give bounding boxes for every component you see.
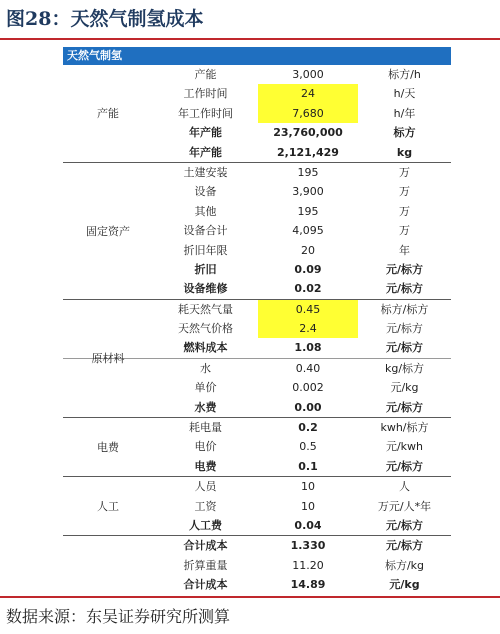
row-value: 1.330 [290,539,326,553]
table-group [63,300,451,418]
row-value: 3,900 [292,185,324,199]
row-unit: 元/标方 [385,262,424,276]
figure-source: 数据来源：东吴证券研究所测算 [6,607,231,626]
group-label: 人工 [97,500,119,514]
row-item: 水 [200,361,211,375]
table-group [63,65,451,163]
row-value: 195 [297,204,319,218]
row-unit: 标方/kg [384,558,425,572]
row-unit: 人 [399,480,410,494]
row-item: 折旧 [194,262,217,276]
row-value: 14.89 [290,578,326,592]
row-value: 0.002 [292,381,324,395]
row-unit: 万 [399,185,410,199]
row-value: 0.45 [258,300,358,319]
row-item: 燃料成本 [183,341,228,355]
row-value: 23,760,000 [273,126,343,140]
row-item: 水费 [194,400,217,414]
row-value: 0.1 [298,459,318,473]
row-unit: h/年 [393,106,416,120]
group-label: 产能 [97,107,119,121]
summary-row [63,536,451,555]
summary-row [63,575,451,594]
row-unit: h/天 [393,87,416,101]
row-item: 折算重量 [183,558,228,572]
row-unit: 万 [399,224,410,238]
row-item: 设备维修 [183,282,228,296]
table-group [63,163,451,300]
title-rule [0,38,500,40]
row-unit: 元/标方 [385,518,424,532]
row-value: 2,121,429 [277,145,339,159]
row-item: 耗天然气量 [178,302,233,316]
row-item: 工资 [194,499,217,513]
table-group [63,477,451,536]
row-item: 人工费 [189,518,222,532]
row-value: 0.2 [298,421,318,435]
row-value: 20 [301,243,315,257]
row-unit: 标方/h [388,68,421,81]
row-unit: 元/标方 [385,459,424,473]
group-label: 电费 [97,441,119,455]
row-item: 设备 [194,185,217,199]
figure-title: 图28：天然气制氢成本 [6,8,204,30]
row-value: 10 [301,499,315,513]
row-value: 0.02 [294,282,322,296]
row-unit: 标方 [393,126,416,140]
row-unit: kg [396,145,413,159]
row-unit: 万 [399,165,410,179]
row-unit: 元/kg [390,381,419,395]
row-unit: 元/kwh [385,440,424,454]
row-unit: kg/标方 [384,361,425,375]
row-value: 0.04 [294,518,322,532]
summary-row [63,556,451,575]
row-value: 3,000 [292,68,324,81]
row-item: 折旧年限 [183,243,228,257]
row-item: 耗电量 [189,421,222,435]
table-header: 天然气制氢 [63,47,451,65]
row-value: 195 [297,165,319,179]
row-value: 1.08 [294,341,322,355]
row-value: 7,680 [258,104,358,123]
row-unit: 元/标方 [385,282,424,296]
row-item: 工作时间 [183,87,228,101]
row-item: 年产能 [189,126,222,140]
cost-table [63,47,451,595]
row-unit: 元/标方 [385,341,424,355]
row-unit: 元/标方 [386,322,423,336]
row-item: 单价 [194,381,217,395]
row-item: 合计成本 [183,578,228,592]
group-label: 原材料 [91,352,125,366]
row-item: 其他 [194,204,217,218]
source-rule [0,596,500,598]
row-value: 0.5 [299,440,317,454]
row-unit: 万 [399,204,410,218]
group-label: 固定资产 [86,224,130,238]
row-unit: 元/标方 [385,539,424,553]
row-value: 0.40 [295,361,321,375]
row-value: 0.09 [294,262,322,276]
row-unit: 年 [399,243,410,257]
row-unit: 元/kg [389,578,420,592]
table-group [63,418,451,477]
row-value: 0.00 [294,400,322,414]
row-value: 24 [258,84,358,103]
row-unit: kwh/标方 [380,421,429,435]
table-body [63,65,451,536]
table-summary [63,536,451,594]
row-item: 年工作时间 [178,106,233,120]
row-item: 电费 [194,459,217,473]
row-item: 产能 [194,68,217,81]
row-item: 人员 [194,480,217,494]
row-item: 合计成本 [183,539,228,553]
row-item: 年产能 [189,145,222,159]
row-item: 天然气价格 [178,322,233,336]
row-value: 11.20 [292,558,324,572]
row-value: 2.4 [258,319,358,338]
row-value: 10 [301,480,315,494]
row-unit: 万元/人*年 [377,499,432,513]
row-item: 电价 [194,440,217,454]
row-item: 土建安装 [183,165,228,179]
row-item: 设备合计 [183,224,228,238]
row-unit: 元/标方 [385,400,424,414]
row-unit: 标方/标方 [380,302,429,316]
row-value: 4,095 [292,224,324,238]
